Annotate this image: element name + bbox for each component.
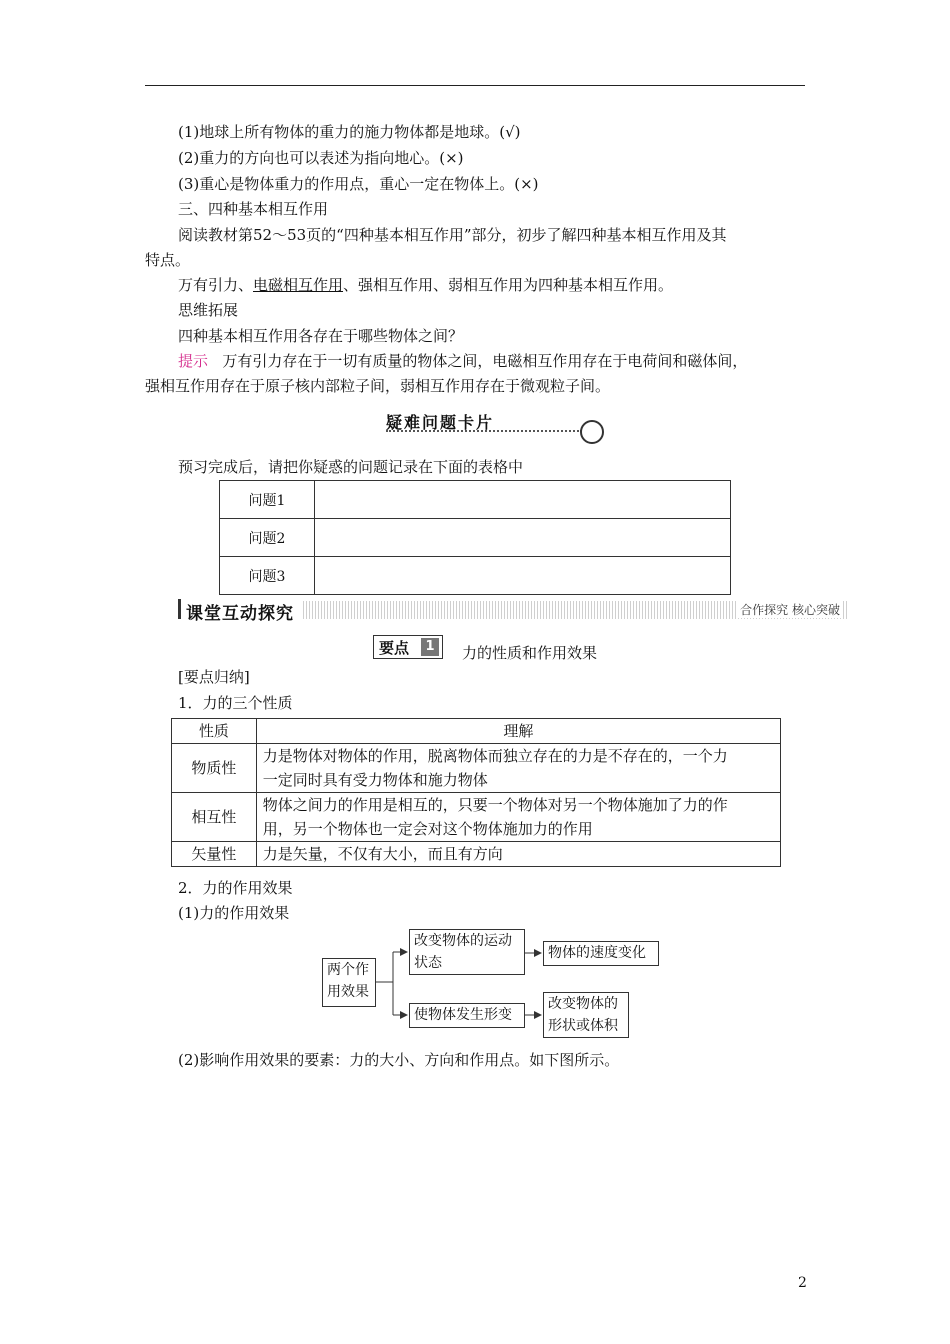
page-number: 2 bbox=[798, 1275, 807, 1291]
thinking-question: 四种基本相互作用各存在于哪些物体之间？ bbox=[178, 327, 464, 345]
property-desc: 力是矢量，不仅有大小，而且有方向 bbox=[256, 842, 780, 867]
summary-label: [要点归纳] bbox=[178, 668, 250, 686]
hint-label: 提示 bbox=[178, 352, 209, 370]
reading-instruction-cont: 特点。 bbox=[145, 251, 191, 269]
banner-title: 课堂互动探究 bbox=[186, 604, 294, 624]
question-label: 问题3 bbox=[220, 557, 315, 595]
heading-three-properties: 1．力的三个性质 bbox=[178, 694, 293, 712]
question-label: 问题2 bbox=[220, 519, 315, 557]
property-name: 矢量性 bbox=[172, 842, 257, 867]
thinking-extension-label: 思维拓展 bbox=[178, 301, 239, 319]
influencing-factors-line: (2)影响作用效果的要素：力的大小、方向和作用点。如下图所示。 bbox=[178, 1051, 620, 1069]
diagram-text: 形状或体积 bbox=[548, 1018, 618, 1034]
hint-paragraph-cont: 强相互作用存在于原子核内部粒子间，弱相互作用存在于微观粒子间。 bbox=[145, 377, 611, 395]
desc-line: 一定同时具有受力物体和施力物体 bbox=[262, 771, 488, 789]
desc-line: 力是物体对物体的作用，脱离物体而独立存在的力是不存在的，一个力 bbox=[262, 747, 728, 765]
banner-subtitle: 合作探究 核心突破 bbox=[740, 603, 840, 617]
subheading-force-effects: (1)力的作用效果 bbox=[178, 904, 290, 922]
judgement-1: (1)地球上所有物体的重力的施力物体都是地球。(√) bbox=[178, 123, 521, 141]
keypoint-number: 1 bbox=[421, 638, 439, 656]
property-name: 物质性 bbox=[172, 744, 257, 793]
reading-instruction: 阅读教材第52～53页的“四种基本相互作用”部分，初步了解四种基本相互作用及其 bbox=[178, 226, 727, 244]
property-name: 相互性 bbox=[172, 793, 257, 842]
diagram-text: 物体的速度变化 bbox=[548, 945, 646, 961]
text-segment: 、强相互作用、弱相互作用为四种基本相互作用。 bbox=[343, 276, 674, 294]
hint-text: 万有引力存在于一切有质量的物体之间，电磁相互作用存在于电荷间和磁体间， bbox=[222, 352, 748, 370]
section-heading-three: 三、四种基本相互作用 bbox=[178, 200, 329, 218]
heading-force-effects: 2．力的作用效果 bbox=[178, 879, 293, 897]
column-header: 理解 bbox=[256, 719, 780, 744]
judgement-3: (3)重心是物体重力的作用点，重心一定在物体上。(×) bbox=[178, 175, 539, 193]
keypoint-title: 力的性质和作用效果 bbox=[462, 644, 598, 662]
diagram-text: 两个作 bbox=[327, 962, 369, 978]
underlined-term: 电磁相互作用 bbox=[253, 276, 344, 294]
diagram-text: 改变物体的 bbox=[548, 996, 618, 1012]
card-title: 疑难问题卡片 bbox=[386, 413, 495, 432]
diagram-text: 状态 bbox=[414, 955, 442, 971]
desc-line: 用，另一个物体也一定会对这个物体施加力的作用 bbox=[262, 820, 593, 838]
diagram-text: 用效果 bbox=[327, 984, 369, 1000]
question-label: 问题1 bbox=[220, 481, 315, 519]
text-segment: 万有引力、 bbox=[178, 276, 254, 294]
diagram-text: 使物体发生形变 bbox=[414, 1007, 512, 1023]
diagram-text: 改变物体的运动 bbox=[414, 933, 512, 949]
keypoint-label: 要点 bbox=[379, 639, 410, 657]
judgement-2: (2)重力的方向也可以表述为指向地心。(×) bbox=[178, 149, 464, 167]
column-header: 性质 bbox=[172, 719, 257, 744]
desc-line: 物体之间力的作用是相互的，只要一个物体对另一个物体施加了力的作 bbox=[262, 796, 728, 814]
card-intro: 预习完成后，请把你疑惑的问题记录在下面的表格中 bbox=[178, 458, 524, 476]
